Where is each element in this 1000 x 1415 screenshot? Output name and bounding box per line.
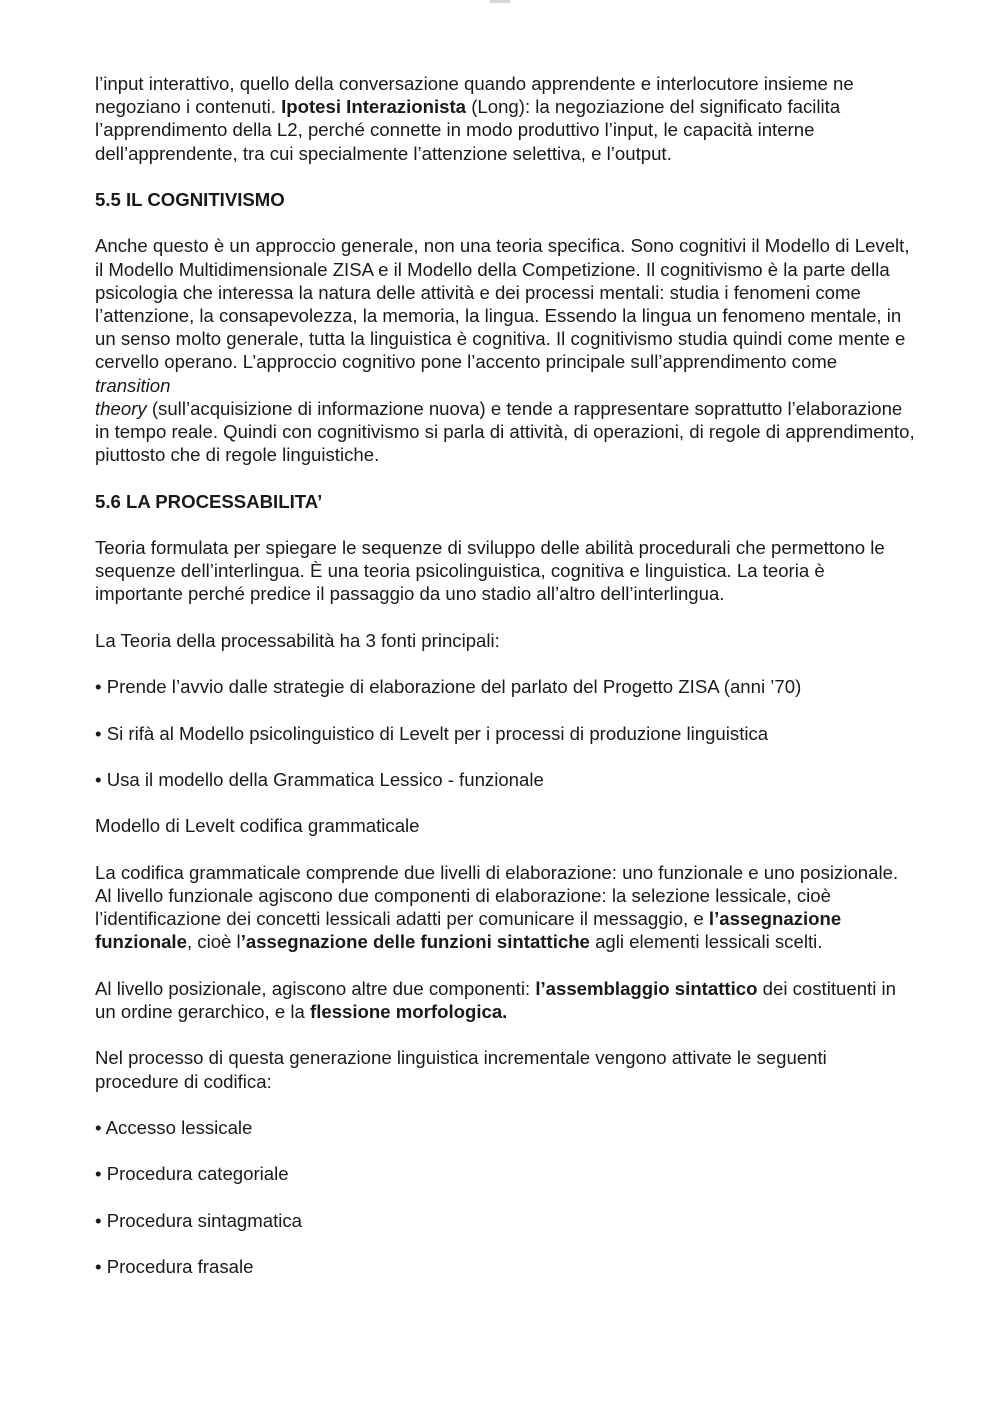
- paragraph-sources-intro: La Teoria della processabilità ha 3 fonti principali:: [95, 629, 500, 651]
- paragraph-levelt-subtitle: Modello di Levelt codifica grammaticale: [95, 815, 420, 837]
- text-run: (sull’acquisizione di informazione nuova) e tende a rappresentare soprattutto l’elaborazione in tempo reale. Quindi con cognitivismo si parla di attività, di operazioni, di regole di apprendimento, piuttosto che di regole linguistiche.: [95, 397, 915, 466]
- paragraph-processability-theory: Teoria formulata per spiegare le sequenze di sviluppo delle abilità procedurali che permettono le sequenze dell’interlingua. È una teoria psicolinguistica, cognitiva e linguistica. La teoria è importante perché predice il passaggio da uno stadio all’altro dell’interlingua.: [95, 537, 885, 605]
- list-item-procedure: • Procedura sintagmatica: [95, 1209, 915, 1232]
- text-run: Anche questo è un approccio generale, non una teoria specifica. Sono cognitivi il Modello di Levelt, il Modello Multidimensionale ZISA e il Modello della Competizione. Il cognitivismo è la parte della psicologia che interessa la natura delle attività e dei processi mentali: studia i fenomeni come l’attenzione, la consapevolezza, la memoria, la lingua. Essendo la lingua un fenomeno mentale, in un senso molto generale, tutta la linguistica è cognitiva. Il cognitivismo studia quindi come mente e cervello operano. L’approccio cognitivo pone l’accento principale sull’apprendimento come: [95, 235, 910, 373]
- section-heading-5-6: 5.6 LA PROCESSABILITA’: [95, 490, 323, 512]
- italic-term-transition: transition: [95, 374, 171, 396]
- italic-term-theory: theory: [95, 397, 147, 419]
- paragraph-grammatical-encoding: [95, 861, 915, 954]
- list-item-procedure: • Procedura frasale: [95, 1255, 915, 1278]
- bold-term-syntactic-assembly: l’assemblaggio sintattico: [535, 977, 758, 999]
- text-run: agli elementi lessicali scelti.: [589, 931, 823, 953]
- bold-term-interaction-hypothesis: Ipotesi Interazionista: [281, 96, 467, 118]
- list-item-procedure: • Accesso lessicale: [95, 1116, 915, 1139]
- document-page: [95, 72, 915, 1302]
- paragraph-cognitivism: [95, 234, 915, 466]
- list-item-procedure: • Procedura categoriale: [95, 1162, 915, 1185]
- text-run: Al livello posizionale, agiscono altre due componenti:: [95, 977, 536, 999]
- text-run: (Long): la negoziazione del significato facilita l’apprendimento della L2, perché connette in modo produttivo l’input, le capacità interne dell’apprendente, tra cui specialmente l’attenzione selettiva, e l’output.: [95, 96, 841, 164]
- list-item-source: • Usa il modello della Grammatica Lessico - funzionale: [95, 768, 915, 791]
- text-run: l’input interattivo, quello della conversazione quando apprendente e interlocutore insieme ne negoziano i contenuti.: [95, 73, 854, 118]
- text-run: dei costituenti in un ordine gerarchico, e la: [95, 977, 896, 1022]
- bold-term-morphological-inflection: flessione morfologica.: [310, 1000, 508, 1022]
- section-heading-5-5: 5.5 IL COGNITIVISMO: [95, 189, 285, 210]
- list-item-source: • Prende l’avvio dalle strategie di elaborazione del parlato del Progetto ZISA (anni ’70): [95, 675, 915, 698]
- list-item-source: • Si rifà al Modello psicolinguistico di Levelt per i processi di produzione linguistica: [95, 722, 915, 745]
- text-run: La codifica grammaticale comprende due livelli di elaborazione: uno funzionale e uno posizionale. Al livello funzionale agiscono due componenti di elaborazione: la selezione lessicale, cioè l’identificazione dei concetti lessicali adatti per comunicare il messaggio, e: [95, 861, 899, 930]
- text-run: , cioè l: [186, 931, 241, 953]
- bold-term-syntactic-functions: ’assegnazione delle funzioni sintattiche: [240, 931, 590, 953]
- bold-term-functional-assignment: l’assegnazione funzionale: [95, 908, 842, 953]
- paragraph-encoding-procedures-intro: Nel processo di questa generazione linguistica incrementale vengono attivate le seguenti procedure di codifica:: [95, 1047, 827, 1092]
- paragraph-positional-level: [95, 977, 915, 1023]
- paragraph-interaction-hypothesis: [95, 72, 915, 165]
- page-header-mark: [490, 0, 510, 3]
